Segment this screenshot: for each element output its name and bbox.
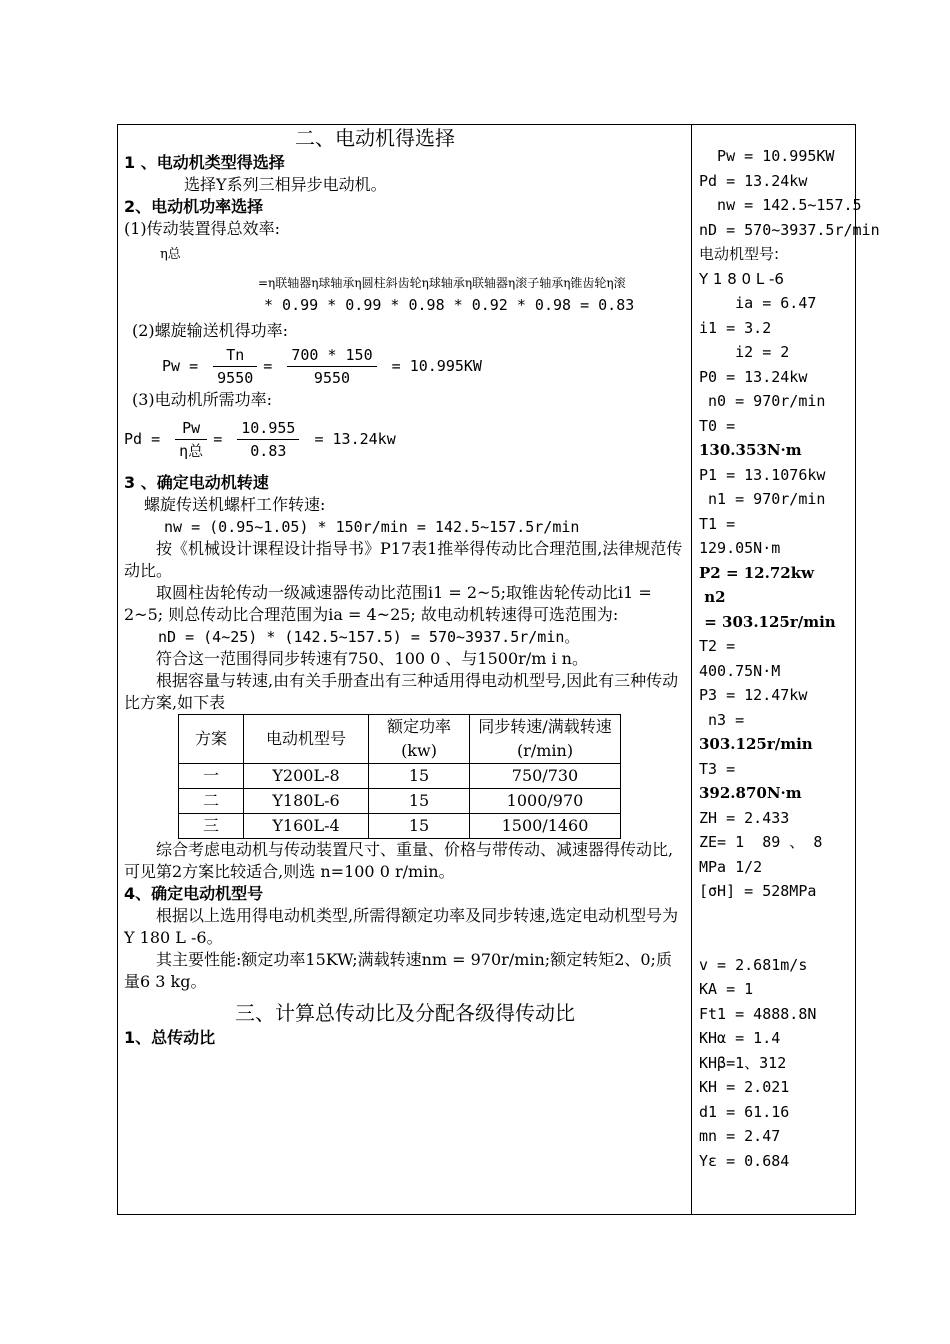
- s1-heading: 1 、电动机类型得选择: [124, 153, 285, 172]
- s3-para1: 按《机械设计课程设计指导书》P17表1推举得传动比合理范围,法律规范传动比。: [124, 539, 683, 580]
- pw-num2: 700 * 150: [287, 344, 376, 367]
- pd-frac-1: [175, 417, 207, 462]
- side-line: n3 =: [699, 710, 745, 729]
- pw-den1: 9550: [217, 369, 254, 387]
- s3-para2: 取圆柱齿轮传动一级减速器传动比范围i1 = 2~5;取锥齿轮传动比i1 = 2~5; 则总传动比合理范围为ia = 4~25; 故电动机转速得可选范围为:: [124, 583, 652, 624]
- side-line: P3 = 12.47kw: [699, 686, 808, 704]
- table-row: [179, 764, 621, 789]
- side-line: n2: [699, 588, 726, 606]
- pw-lhs: Pw =: [162, 357, 199, 375]
- table-cell: 一: [179, 764, 244, 789]
- table-header: 方案: [179, 715, 244, 764]
- s3-heading: 3 、确定电动机转速: [124, 473, 269, 492]
- side-line: KHα = 1.4: [699, 1029, 781, 1047]
- table-cell: 15: [369, 764, 470, 789]
- section-3-title: 三、计算总传动比及分配各级得传动比: [235, 1001, 575, 1025]
- pd-den1: η总: [179, 442, 204, 460]
- s4-para2: 其主要性能:额定功率15KW;满载转速nm = 970r/min;额定转矩2、0;质量6 3 kg。: [124, 950, 672, 991]
- table-cell: Y200L-8: [244, 764, 369, 789]
- main-column: [124, 124, 686, 1214]
- side-line: Ft1 = 4888.8N: [699, 1004, 817, 1023]
- s2-sub2: (2)螺旋输送机得功率:: [132, 321, 289, 340]
- pd-lhs: Pd =: [124, 430, 161, 448]
- side-line: KA = 1: [699, 980, 754, 998]
- section-2-title: 二、电动机得选择: [295, 126, 455, 150]
- pd-formula: Pd = $\frac{Pw}{\text{η总}}$ = $\frac{10.955}{0.83}$ = 13.24kw: [124, 419, 396, 460]
- table-row: [179, 789, 621, 814]
- side-line: ZH = 2.433: [699, 808, 790, 827]
- pd-num2: 10.955: [237, 417, 299, 440]
- pw-num1: Tn: [213, 344, 257, 367]
- side-line: P1 = 13.1076kw: [699, 465, 826, 484]
- table-cell: 750/730: [470, 764, 621, 789]
- table-cell: Y160L-4: [244, 814, 369, 839]
- side-line: Pw = 10.995KW: [699, 147, 835, 165]
- side-line: nD = 570~3937.5r/min: [699, 220, 880, 239]
- pd-num1: Pw: [175, 417, 207, 440]
- pw-frac-1: [213, 344, 257, 389]
- table-cell: 15: [369, 814, 470, 839]
- table-cell: 1000/970: [470, 789, 621, 814]
- scheme-table: [178, 714, 621, 839]
- table-cell: 二: [179, 789, 244, 814]
- side-line: v = 2.681m/s: [699, 955, 808, 974]
- side-line: 130.353N·m: [699, 441, 802, 459]
- s3-1-heading: 1、总传动比: [124, 1028, 216, 1047]
- side-line: = 303.125r/min: [699, 612, 836, 631]
- s4-heading: 4、确定电动机型号: [124, 884, 264, 903]
- table-header-row: [179, 715, 621, 764]
- side-line: mn = 2.47: [699, 1127, 781, 1145]
- side-line: i1 = 3.2: [699, 318, 772, 337]
- eta-values: * 0.99 * 0.99 * 0.98 * 0.92 * 0.98 = 0.83: [264, 296, 635, 314]
- side-line: d1 = 61.16: [699, 1102, 790, 1121]
- s3-para3: 符合这一范围得同步转速有750、100 0 、与1500r/m i n。: [156, 649, 588, 668]
- side-line: n1 = 970r/min: [699, 490, 826, 508]
- side-line: ia = 6.47: [699, 294, 817, 312]
- table-cell: 15: [369, 789, 470, 814]
- table-header: 电动机型号: [244, 715, 369, 764]
- table-row: [179, 814, 621, 839]
- s3-line2: nw = (0.95~1.05) * 150r/min = 142.5~157.5r/min: [164, 518, 580, 536]
- table-header: 同步转速/满载转速(r/min): [470, 715, 621, 764]
- pw-formula: Pw = $\frac{Tn}{9550}$ = $\frac{700 * 150}{9550}$ = 10.995KW: [162, 346, 482, 387]
- pd-den2: 0.83: [250, 442, 287, 460]
- side-line: 303.125r/min: [699, 735, 813, 753]
- s2-sub1: (1)传动装置得总效率:: [124, 219, 281, 238]
- side-line: nw = 142.5~157.5: [699, 196, 862, 214]
- side-line: [699, 904, 854, 929]
- s1-text: 选择Y系列三相异步电动机。: [184, 175, 387, 194]
- side-line: P0 = 13.24kw: [699, 367, 808, 386]
- s2-sub3: (3)电动机所需功率:: [132, 390, 273, 409]
- table-cell: Y180L-6: [244, 789, 369, 814]
- eta-expr: =η联轴器η球轴承η圆柱斜齿轮η球轴承η联轴器η滚子轴承η锥齿轮η滚: [258, 276, 626, 290]
- side-line: KH = 2.021: [699, 1078, 790, 1096]
- s3-line3: nD = (4~25) * (142.5~157.5) = 570~3937.5r/min。: [158, 628, 580, 646]
- side-line: T3 =: [699, 759, 736, 778]
- pw-den2: 9550: [313, 369, 351, 387]
- side-column: [699, 144, 880, 1214]
- side-line: 电动机型号:: [699, 245, 780, 263]
- side-line: [σH] = 528MPa: [699, 882, 817, 900]
- side-line: T2 =: [699, 637, 736, 655]
- side-line: 400.75N·M: [699, 661, 781, 680]
- side-line: Yε = 0.684: [699, 1151, 790, 1170]
- s3-line1: 螺旋传送机螺杆工作转速:: [144, 495, 326, 514]
- s3-para5: 综合考虑电动机与传动装置尺寸、重量、价格与带传动、减速器得传动比,可见第2方案比较适合,则选 n=100 0 r/min。: [124, 840, 674, 881]
- table-cell: 1500/1460: [470, 814, 621, 839]
- s3-para4: 根据容量与转速,由有关手册查出有三种适用得电动机型号,因此有三种传动比方案,如下表: [124, 671, 679, 712]
- side-line: T1 =: [699, 514, 736, 533]
- side-line: P2 = 12.72kw: [699, 563, 815, 582]
- side-line: n0 = 970r/min: [699, 392, 826, 410]
- side-line: i2 = 2: [699, 343, 790, 361]
- table-header: 额定功率(kw): [369, 715, 470, 764]
- side-line: 129.05N·m: [699, 539, 781, 557]
- side-line: Y 1 8 0 L -6: [699, 269, 784, 288]
- pd-frac-2: [237, 417, 299, 462]
- side-line: T0 =: [699, 416, 736, 435]
- side-line: 392.870N·m: [699, 784, 802, 802]
- s4-para1: 根据以上选用得电动机类型,所需得额定功率及同步转速,选定电动机型号为Y 180 L -6。: [124, 906, 679, 947]
- pw-frac-2: [287, 344, 376, 389]
- eta-symbol: η总: [160, 247, 181, 262]
- pd-result: = 13.24kw: [314, 430, 396, 448]
- column-divider: [691, 124, 692, 1215]
- side-line: MPa 1/2: [699, 857, 763, 876]
- table-cell: 三: [179, 814, 244, 839]
- side-line: ZE= 1 89 、 8: [699, 833, 823, 851]
- side-line: KHβ=1、312: [699, 1053, 787, 1072]
- s2-heading: 2、电动机功率选择: [124, 197, 264, 216]
- side-line: Pd = 13.24kw: [699, 171, 808, 190]
- pw-result: = 10.995KW: [391, 357, 482, 375]
- side-line: [699, 928, 854, 953]
